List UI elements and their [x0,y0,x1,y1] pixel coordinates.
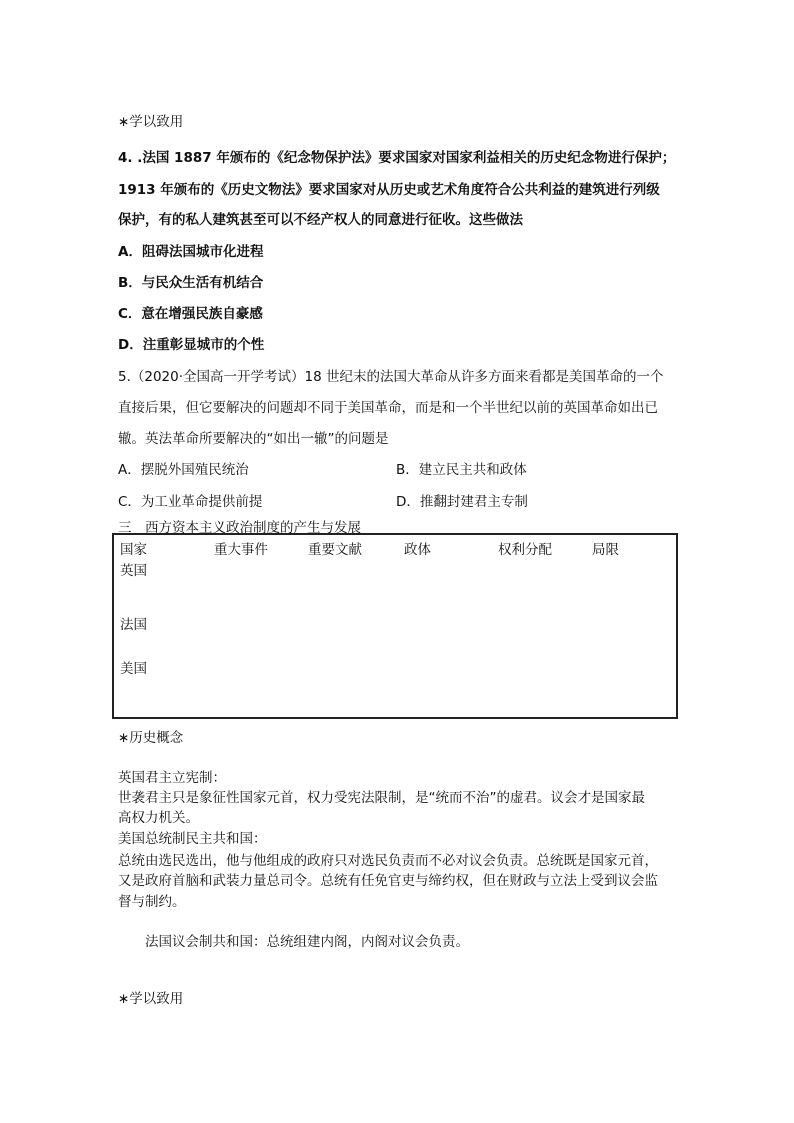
question-5-option-d: D．推翻封建君主专制 [396,494,528,510]
table-header-key-documents: 重要文献 [308,542,362,558]
question-4-option-c: C．意在增强民族自豪感 [118,306,263,322]
table-row-usa: 美国 [120,661,147,677]
question-4-option-d: D．注重彰显城市的个性 [118,337,265,353]
concept-france: 法国议会制共和国：总统组建内阁，内阁对议会负责。 [145,934,469,950]
concept-uk-line-2: 高权力机关。 [118,810,199,826]
table-row-france: 法国 [120,617,147,633]
question-4-line-3: 保护，有的私人建筑甚至可以不经产权人的同意进行征收。这些做法 [118,212,523,228]
question-5-line-1: 5.（2020·全国高一开学考试）18 世纪末的法国大革命从许多方面来看都是美国革命的一个 [118,369,664,385]
question-5-line-3: 辙。英法革命所要解决的“如出一辙”的问题是 [118,431,389,447]
politics-summary-table [112,533,678,719]
question-5-option-c: C．为工业革命提供前提 [118,494,263,510]
concept-us-line-2: 又是政府首脑和武装力量总司令。总统有任免官吏与缔约权，但在财政与立法上受到议会监 [118,873,658,889]
question-5-option-b: B．建立民主共和政体 [396,462,527,478]
section-3-title: 三 西方资本主义政治制度的产生与发展 [118,520,361,536]
section-heading-apply: ∗学以致用 [118,114,184,130]
concept-us-line-1: 总统由选民选出，他与他组成的政府只对选民负责而不必对议会负责。总统既是国家元首， [118,853,658,869]
section-heading-apply-2: ∗学以致用 [118,991,184,1007]
concept-uk-title: 英国君主立宪制： [118,770,226,786]
concept-uk-line-1: 世袭君主只是象征性国家元首，权力受宪法限制，是“统而不治”的虚君。议会才是国家最 [118,790,645,806]
question-4-line-1: 4. .法国 1887 年颁布的《纪念物保护法》要求国家对国家利益相关的历史纪念物进行保护； [118,150,676,166]
concept-us-line-3: 督与制约。 [118,894,186,910]
table-header-limitations: 局限 [592,542,619,558]
concept-us-title: 美国总统制民主共和国： [118,831,267,847]
question-5-option-a: A．摆脱外国殖民统治 [118,462,249,478]
table-header-power-distribution: 权利分配 [498,542,552,558]
question-4-option-b: B．与民众生活有机结合 [118,275,264,291]
section-heading-concept: ∗历史概念 [118,730,184,746]
table-header-regime: 政体 [404,542,431,558]
question-4-line-2: 1913 年颁布的《历史文物法》要求国家对从历史或艺术角度符合公共利益的建筑进行列级 [118,182,660,198]
table-header-major-events: 重大事件 [214,542,268,558]
question-4-option-a: A．阻碍法国城市化进程 [118,244,264,260]
table-row-uk: 英国 [120,563,147,579]
table-header-country: 国家 [120,542,147,558]
question-5-line-2: 直接后果，但它要解决的问题却不同于美国革命，而是和一个半世纪以前的英国革命如出已 [118,400,658,416]
